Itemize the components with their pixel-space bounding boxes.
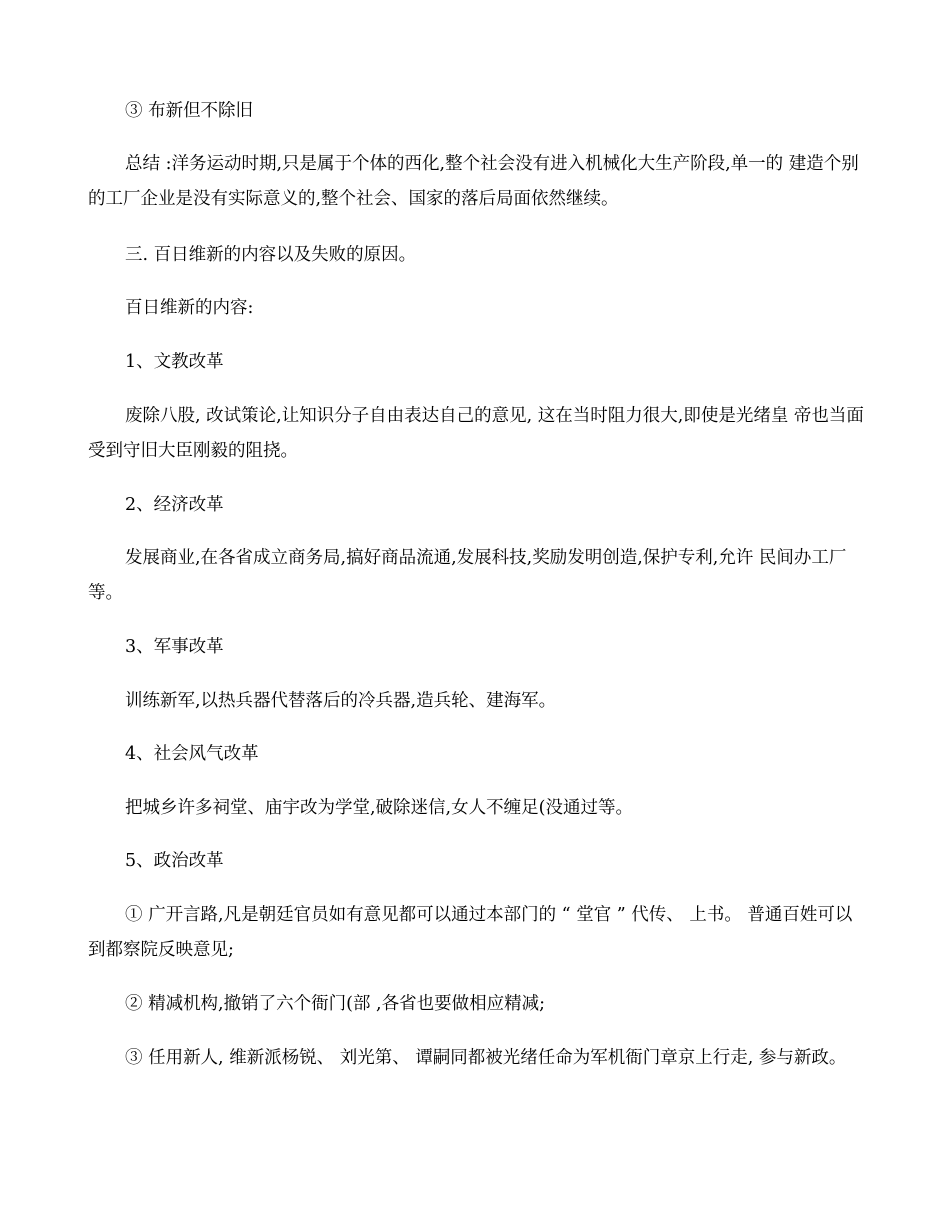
item-heading-economy: 2、经济改革 xyxy=(125,495,224,515)
item-heading-social: 4、社会风气改革 xyxy=(125,744,259,764)
paragraph-social: 把城乡许多祠堂、庙宇改为学堂,破除迷信,女人不缠足(没通过等。 xyxy=(125,798,633,818)
paragraph-summary: 总结 :洋务运动时期,只是属于个体的西化,整个社会没有进入机械化大生产阶段,单一的 建造个别的工厂企业是没有实际意义的,整个社会、国家的落后局面依然继续。 xyxy=(88,154,859,209)
item-heading-education: 1、文教改革 xyxy=(125,352,224,372)
paragraph-political-3: ③ 任用新人, 维新派杨锐、 刘光第、 谭嗣同都被光绪任命为军机衙门章京上行走, 参与新政。 xyxy=(125,1048,847,1068)
paragraph-political-2: ② 精减机构,撤销了六个衙门(部 ,各省也要做相应精减; xyxy=(125,994,545,1014)
paragraph-principle-3: ③ 布新但不除旧 xyxy=(125,101,254,121)
subheading-reform-content: 百日维新的内容: xyxy=(125,298,254,318)
paragraph-military: 训练新军,以热兵器代替落后的冷兵器,造兵轮、建海军。 xyxy=(125,691,557,711)
item-heading-military: 3、军事改革 xyxy=(125,637,224,657)
paragraph-education: 废除八股, 改试策论,让知识分子自由表达自己的意见, 这在当时阻力很大,即使是光绪皇 帝也当面受到守旧大臣刚毅的阻挠。 xyxy=(88,406,864,461)
item-heading-political: 5、政治改革 xyxy=(125,851,224,871)
paragraph-economy: 发展商业,在各省成立商务局,搞好商品流通,发展科技,奖励发明创造,保护专利,允许 民间办工厂等。 xyxy=(88,548,847,603)
section-heading-reform: 三. 百日维新的内容以及失败的原因。 xyxy=(125,245,417,265)
paragraph-political-1: ① 广开言路,凡是朝廷官员如有意见都可以通过本部门的 “ 堂官 ” 代传、 上书。 普通百姓可以 到都察院反映意见; xyxy=(88,905,853,960)
